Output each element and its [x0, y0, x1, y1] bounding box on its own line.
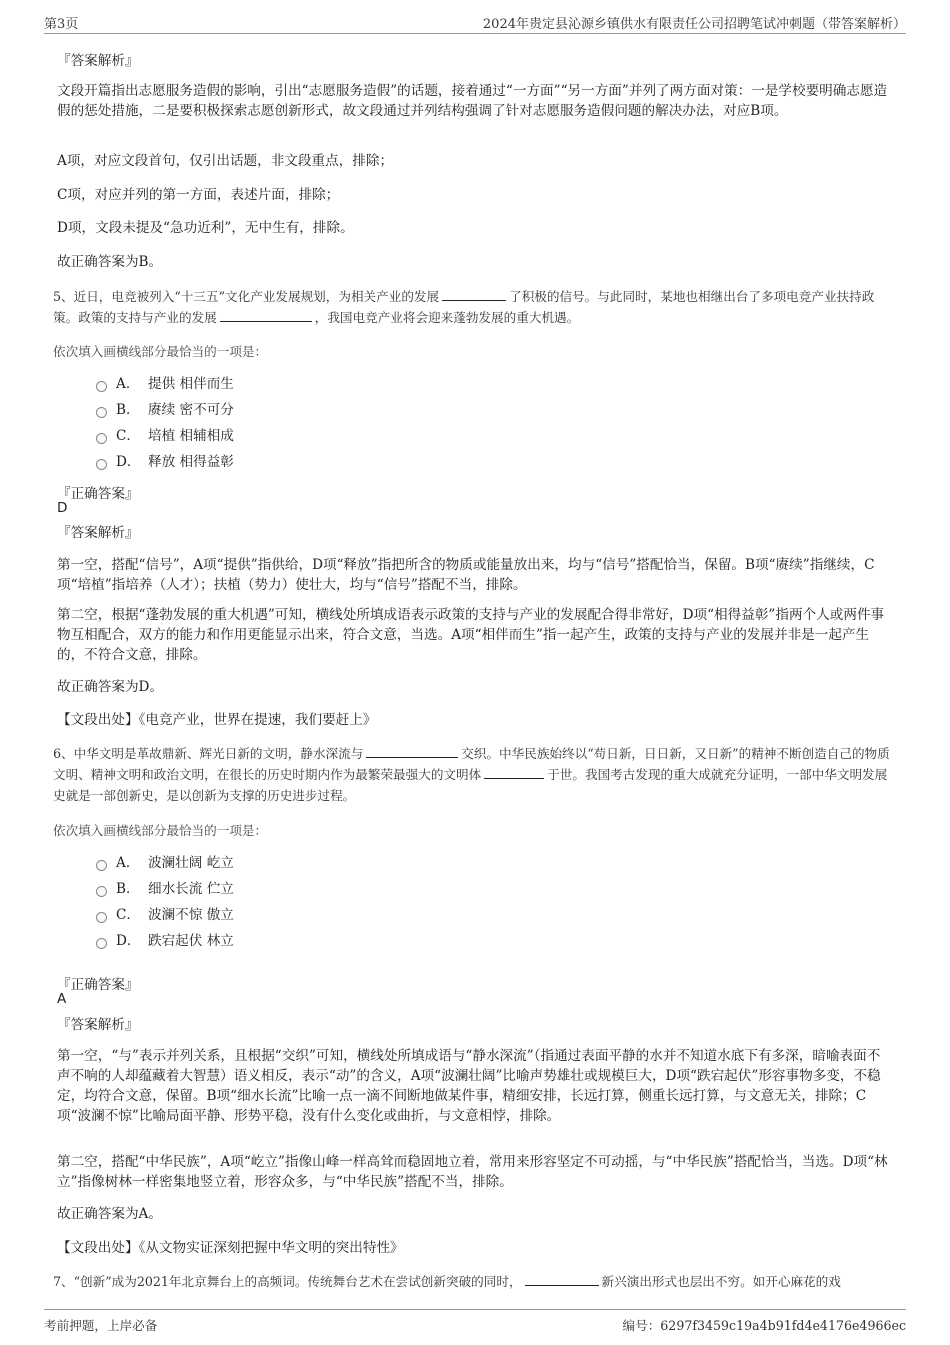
- radio-icon[interactable]: [96, 459, 107, 470]
- question-stem-6: 6、中华文明是革故鼎新、辉光日新的文明，静水深流与 交织。中华民族始终以“苟日新，日日新，又日新”的精神不断创造自己的物质文明、精神文明和政治文明，在很长的历史时期内作为最繁荣最强大的文明体 于世。我国考古发现的重大成就充分证明，一部中华文明发展史就是一部创新史，是以创新为支撑的历史进步过程。: [53, 746, 890, 803]
- radio-icon[interactable]: [96, 860, 107, 871]
- analysis-paragraph: 第二空，搭配“中华民族”，A项“屹立”指像山峰一样高耸而稳固地立着，常用来形容坚定不可动摇，与“中华民族”搭配恰当，当选。D项“林立”指像树林一样密集地竖立着，形容众多，与“中华民族”搭配不当，排除。: [57, 1154, 888, 1190]
- analysis-paragraph: C项，对应并列的第一方面，表述片面，排除；: [57, 187, 340, 203]
- radio-icon[interactable]: [96, 938, 107, 949]
- radio-icon[interactable]: [96, 381, 107, 392]
- analysis-paragraph: 第一空，搭配“信号”，A项“提供”指供给，D项“释放”指把所含的物质或能量放出来，均与“信号”搭配恰当，保留。B项“赓续”指继续，C项“培植”指培养（人才）；扶植（势力）使壮大，均与“信号”搭配不当，排除。: [57, 557, 875, 593]
- analysis-paragraph: A项，对应文段首句，仅引出话题，非文段重点，排除；: [57, 153, 394, 169]
- document-title: 2024年贵定县沁源乡镇供水有限责任公司招聘笔试冲刺题（带答案解析）: [482, 17, 906, 32]
- question-stem-7: 7、“创新”成为2021年北京舞台上的高频词。传统舞台艺术在尝试创新突破的同时， 新兴演出形式也层出不穷。如开心麻花的戏: [53, 1274, 841, 1289]
- analysis-label: 『答案解析』: [57, 53, 139, 69]
- fill-blank: [525, 1273, 599, 1286]
- analysis-paragraph: D项，文段未提及“急功近利”，无中生有，排除。: [57, 220, 354, 236]
- question-instruction: 依次填入画横线部分最恰当的一项是：: [53, 344, 268, 359]
- answer-conclusion: 故正确答案为A。: [57, 1206, 162, 1222]
- correct-answer-label: 『正确答案』: [57, 977, 139, 993]
- analysis-label: 『答案解析』: [57, 1017, 139, 1033]
- option-b[interactable]: B． 细水长流 伫立: [96, 876, 234, 902]
- option-d[interactable]: D． 跌宕起伏 林立: [96, 928, 234, 954]
- radio-icon[interactable]: [96, 407, 107, 418]
- page-number: 第3页: [44, 17, 79, 32]
- option-c[interactable]: C． 波澜不惊 傲立: [96, 902, 234, 928]
- source-citation: 【文段出处】《从文物实证深刻把握中华文明的突出特性》: [57, 1240, 404, 1256]
- options-list: [96, 850, 234, 954]
- fill-blank: [442, 288, 506, 301]
- fill-blank: [484, 766, 544, 779]
- correct-answer: D: [57, 500, 68, 516]
- page-header: [44, 13, 906, 34]
- option-c[interactable]: C． 培植 相辅相成: [96, 423, 234, 449]
- question-instruction: 依次填入画横线部分最恰当的一项是：: [53, 823, 268, 838]
- analysis-paragraph: 第一空，“与”表示并列关系，且根据“交织”可知，横线处所填成语与“静水深流”（指通过表面平静的水并不知道水底下有多深，暗喻表面不声不响的人却蕴藏着大智慧）语义相反，表示“动”的含义，A项“波澜壮阔”比喻声势雄壮或规模巨大，D项“跌宕起伏”形容事物多变，不稳定，均符合文意，保留。B项“细水长流”比喻一点一滴不间断地做某件事，精细安排，长远打算，侧重长远打算，与文意无关，排除；C项“波澜不惊”比喻局面平静、形势平稳，没有什么变化或曲折，与文意相悖，排除。: [57, 1048, 881, 1124]
- analysis-label: 『答案解析』: [57, 525, 139, 541]
- document-id: 编号：6297f3459c19a4b91fd4e4176e4966ec: [622, 1318, 906, 1333]
- correct-answer: A: [57, 991, 67, 1007]
- radio-icon[interactable]: [96, 886, 107, 897]
- page-footer: [44, 1309, 906, 1332]
- radio-icon[interactable]: [96, 433, 107, 444]
- option-a[interactable]: A． 波澜壮阔 屹立: [96, 850, 234, 876]
- fill-blank: [220, 309, 312, 322]
- option-a[interactable]: A． 提供 相伴而生: [96, 371, 234, 397]
- question-stem-5: 5、近日，电竞被列入“十三五”文化产业发展规划，为相关产业的发展 了积极的信号。与此同时，某地也相继出台了多项电竞产业扶持政策。政策的支持与产业的发展 ，我国电竞产业将会迎来蓬勃发展的重大机遇。: [53, 289, 875, 325]
- analysis-paragraph: 文段开篇指出志愿服务造假的影响，引出“志愿服务造假”的话题，接着通过“一方面”“另一方面”并列了两方面对策：一是学校要明确志愿造假的惩处措施，二是要积极探索志愿创新形式，故文段通过并列结构强调了针对志愿服务造假问题的解决办法，对应B项。: [57, 83, 888, 119]
- radio-icon[interactable]: [96, 912, 107, 923]
- option-d[interactable]: D． 释放 相得益彰: [96, 449, 234, 475]
- answer-conclusion: 故正确答案为D。: [57, 679, 164, 695]
- answer-conclusion: 故正确答案为B。: [57, 254, 163, 270]
- option-b[interactable]: B． 赓续 密不可分: [96, 397, 234, 423]
- fill-blank: [366, 745, 458, 758]
- correct-answer-label: 『正确答案』: [57, 486, 139, 502]
- footer-slogan: 考前押题，上岸必备: [44, 1318, 158, 1333]
- analysis-paragraph: 第二空，根据“蓬勃发展的重大机遇”可知，横线处所填成语表示政策的支持与产业的发展配合得非常好，D项“相得益彰”指两个人或两件事物互相配合，双方的能力和作用更能显示出来，符合文意，当选。A项“相伴而生”指一起产生，政策的支持与产业的发展并非是一起产生的，不符合文意，排除。: [57, 607, 885, 663]
- source-citation: 【文段出处】《电竞产业，世界在提速，我们要赶上》: [57, 712, 377, 728]
- options-list: [96, 371, 234, 475]
